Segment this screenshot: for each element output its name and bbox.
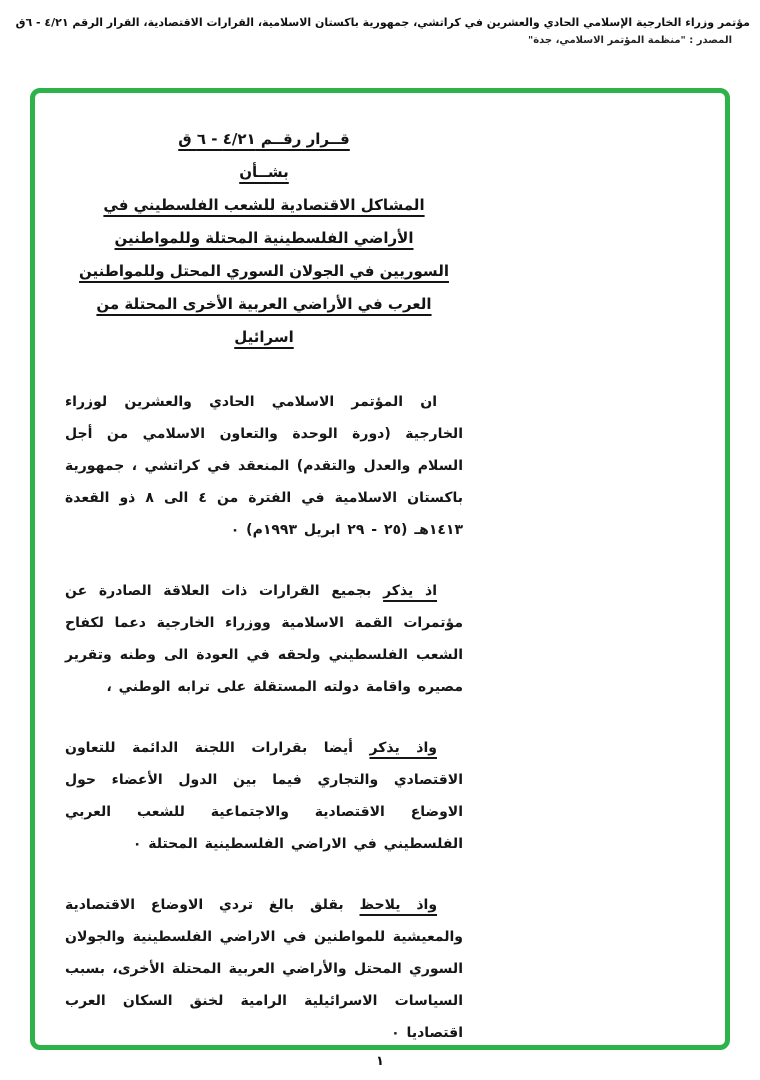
paragraph-body: بقلق بالغ تردي الاوضاع الاقتصادية والمعيشية للمواطنين في الاراضي الفلسطينية والجولان السوري المحتل والأراضي العربية المحتلة الأخرى، بسبب السياسات الاسرائيلية الرامية لخنق السكان العرب اقتصاديا ٠ — [65, 897, 463, 1041]
paragraph-body: بجميع القرارات ذات العلاقة الصادرة عن مؤتمرات القمة الاسلامية ووزراء الخارجية دعما لكفاح الشعب الفلسطيني ولحقه في العودة الى وطنه وتقرير مصيره واقامة دولته المستقلة على ترابه الوطني ، — [65, 583, 463, 695]
regarding-label-text: بشــأن — [239, 163, 289, 181]
title-line-4 — [65, 222, 463, 255]
paragraph-noting — [65, 889, 463, 1049]
paragraph-lead: واذ يذكر — [369, 740, 437, 756]
paragraph-recalling — [65, 575, 463, 703]
scanned-text-column — [65, 123, 463, 1078]
resolution-number-text: قــرار رقــم ٤/٢١ - ٦ ق — [178, 130, 350, 148]
header-source: المصدر : "منظمة المؤتمر الاسلامي، جدة" — [527, 35, 732, 46]
title-line-6 — [65, 288, 463, 354]
resolution-number — [65, 123, 463, 156]
paragraph-lead: اذ يذكر — [383, 583, 438, 599]
header-citation: مؤتمر وزراء الخارجية الإسلامي الحادي والعشرين في كراتشي، جمهورية باكستان الاسلامية، القرارات الاقتصادية، القرار الرقم ٤/٢١ - ٦ق — [15, 16, 750, 29]
title-line-5-text: السوريين في الجولان السوري المحتل وللمواطنين — [79, 262, 449, 280]
paragraph-lead: واذ يلاحظ — [359, 897, 438, 913]
document-header — [0, 0, 760, 46]
title-line-3-text: المشاكل الاقتصادية للشعب الفلسطيني في — [103, 196, 425, 214]
title-line-5 — [65, 255, 463, 288]
paragraph-preamble — [65, 386, 463, 546]
paragraph-recalling-also — [65, 732, 463, 860]
title-line-6-text: العرب في الأراضي العربية الأخرى المحتلة من اسرائيل — [96, 295, 432, 346]
title-line-3 — [65, 189, 463, 222]
paragraph-body: أيضا بقرارات اللجنة الدائمة للتعاون الاقتصادي والتجاري فيما بين الدول الأعضاء حول الاوضاع الاقتصادية والاجتماعية للشعب العربي الفلسطيني في الاراضي الفلسطينية المحتلة ٠ — [65, 740, 463, 852]
paragraph-body: ان المؤتمر الاسلامي الحادي والعشرين لوزراء الخارجية (دورة الوحدة والتعاون الاسلامي من أجل السلام والعدل والتقدم) المنعقد في كراتشي ، جمهورية باكستان الاسلامية في الفترة من ٤ الى ٨ ذو القعدة ١٤١٣هـ (٢٥ - ٢٩ ابريل ١٩٩٣م) ٠ — [65, 394, 463, 538]
resolution-title-block — [65, 123, 463, 354]
page-number: ١ — [376, 1054, 384, 1069]
scanned-page-frame — [30, 88, 730, 1050]
title-line-4-text: الأراضي الفلسطينية المحتلة وللمواطنين — [114, 229, 414, 247]
regarding-label — [65, 156, 463, 189]
